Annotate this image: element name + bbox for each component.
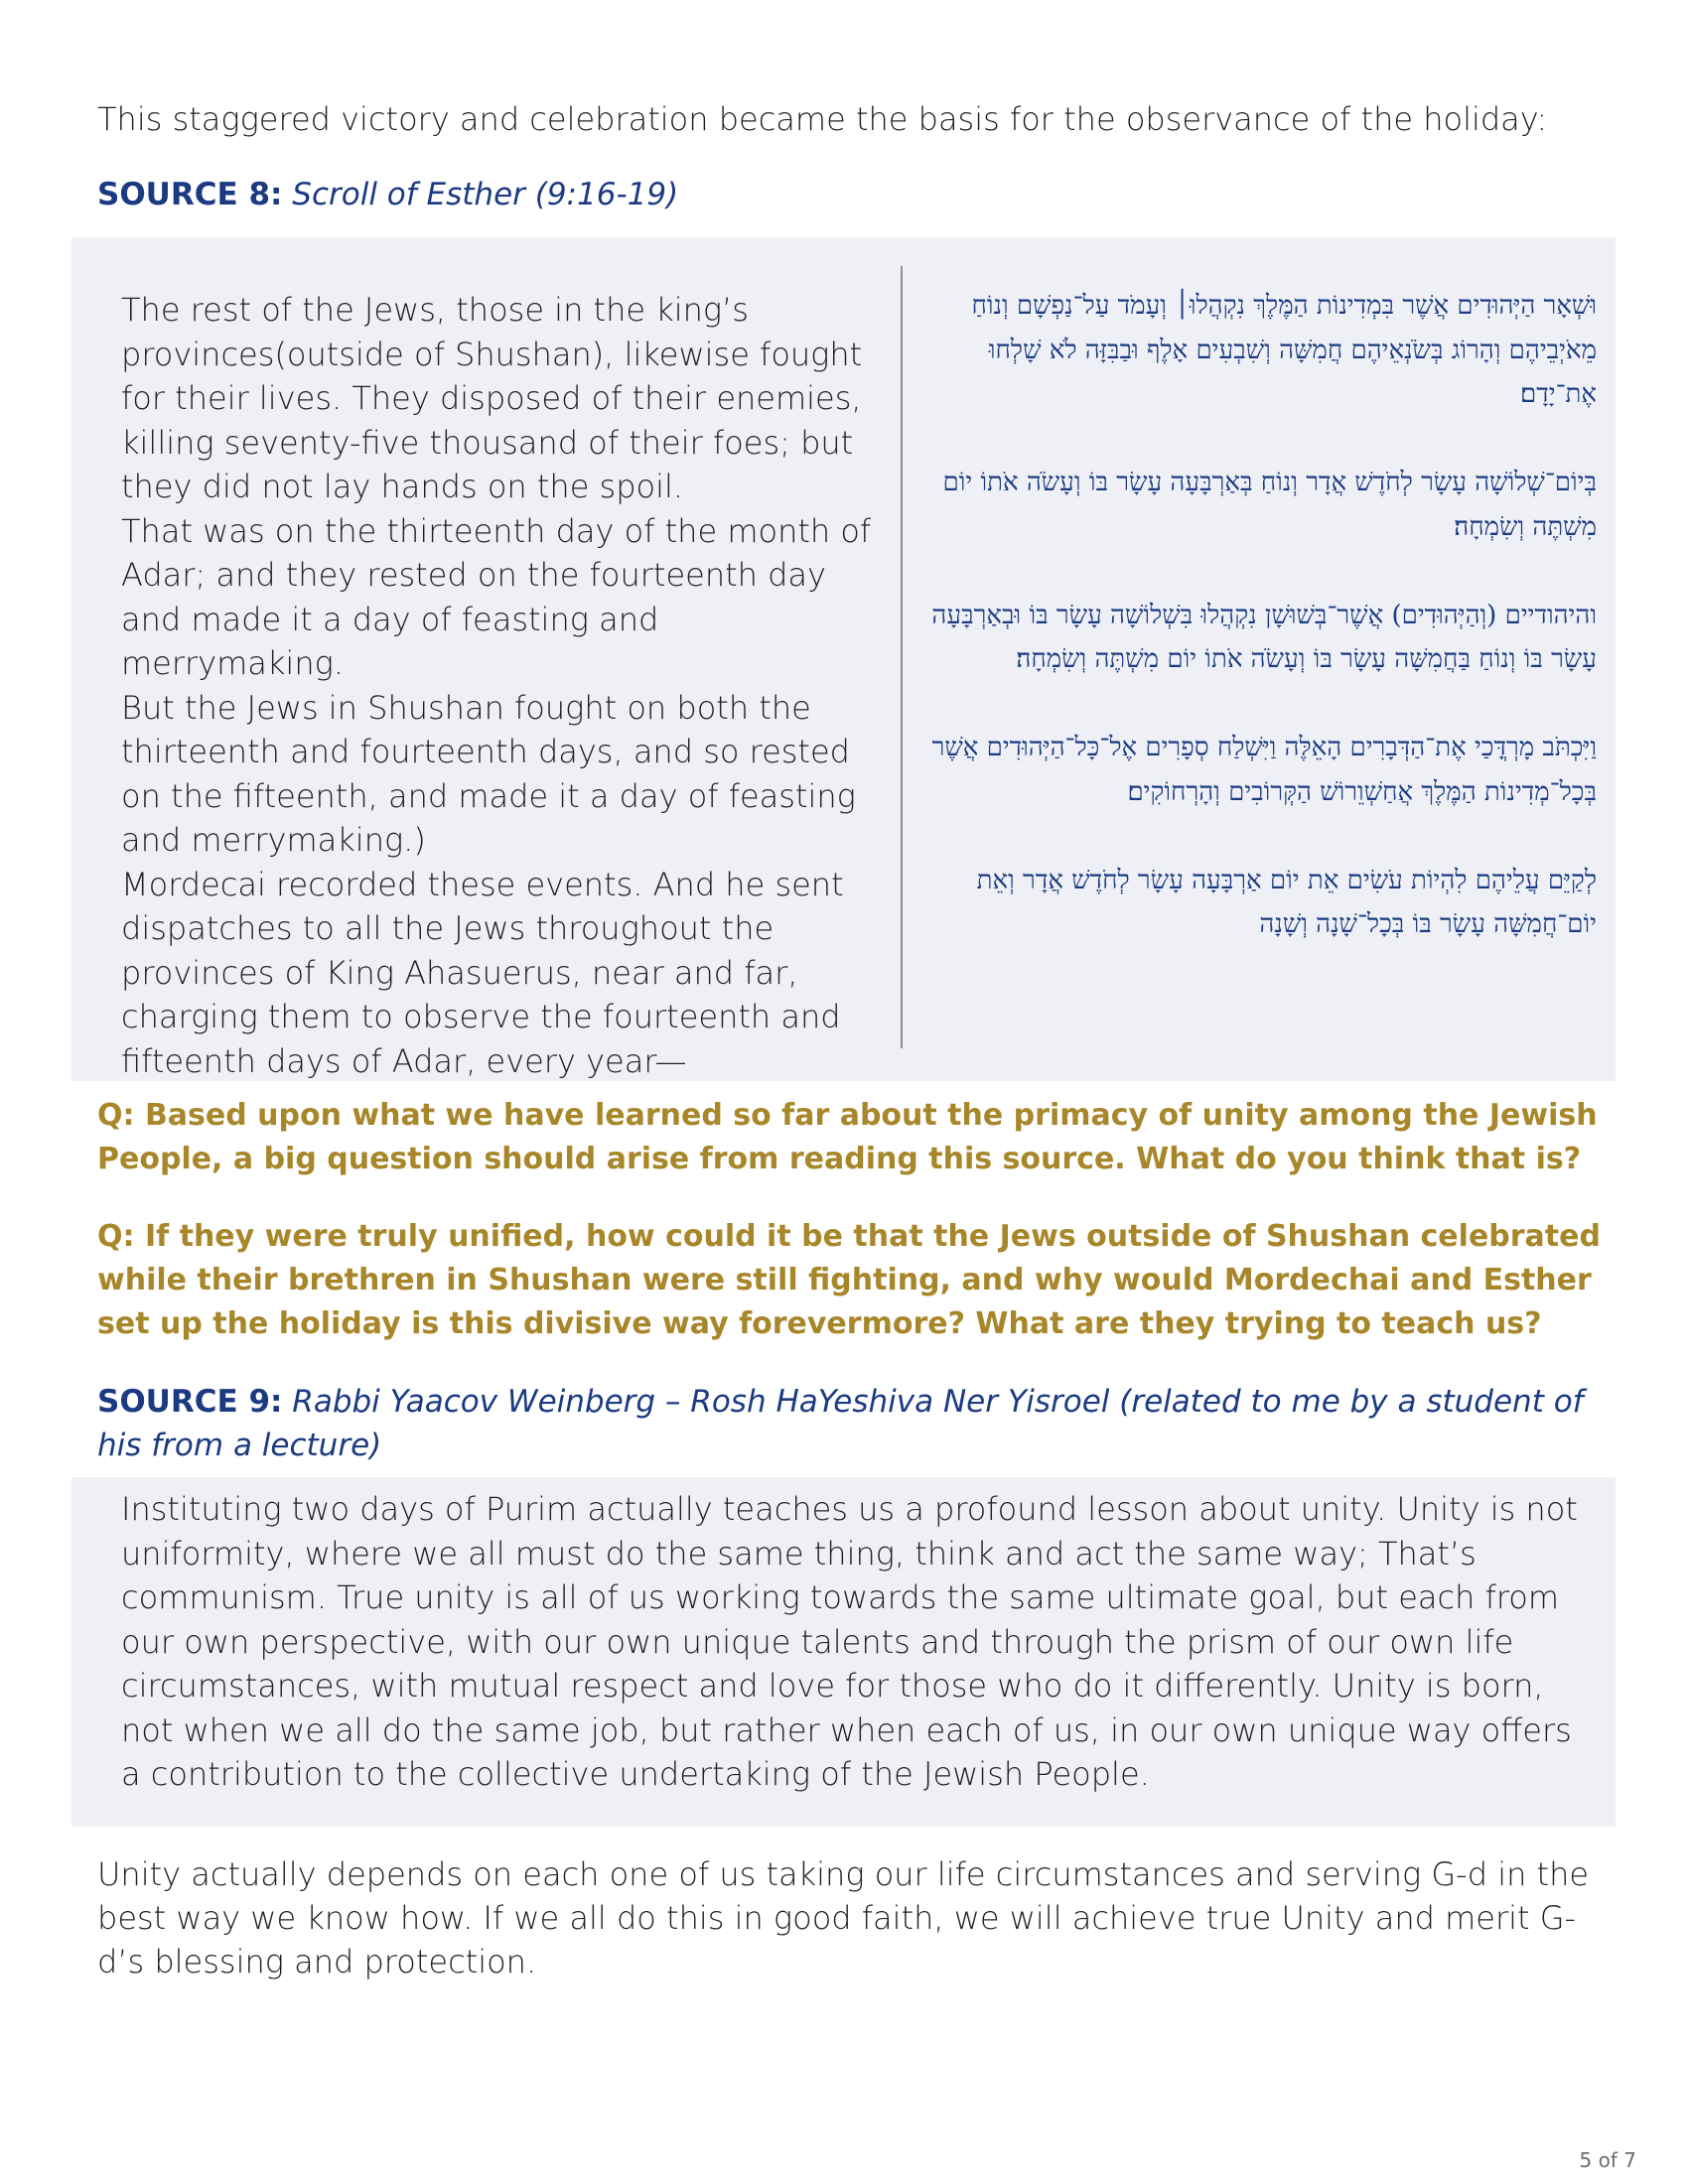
english-verse: Mordecai recorded these events. And he sent dispatches to all the Jews throughout the provinces of King Ahasuerus, near and far, charging them to observe the fourteenth and fifteenth days of Adar, every year—	[121, 865, 844, 1080]
page-number: 5 of 7	[1579, 2148, 1636, 2172]
source-8-heading	[97, 173, 678, 216]
hebrew-verse: וּשְׁאָר הַיְּהוּדִים אֲשֶׁר בִּמְדִינוֹת הַמֶּלֶךְ נִקְהֲלוּ׀ וְעָמֹד עַל־נַפְשָׁם וְנוֹחַ מֵאֹיְבֵיהֶם וְהָרוֹג בְּשֹׂנְאֵיהֶם חֲמִשָּׁה וְשִׁבְעִים אָלֶף וּבַבִּזָּה לֹא שָׁלְחוּ אֶת־יָדָם׃	[971, 291, 1597, 409]
english-verse: That was on the thirteenth day of the month of Adar; and they rested on the fourteenth day and made it a day of feasting and merrymaking.	[121, 511, 872, 682]
hebrew-verse: וַיִּכְתֹּב מָרְדֳּכַי אֶת־הַדְּבָרִים הָאֵלֶּה וַיִּשְׁלַח סְפָרִים אֶל־כָּל־הַיְּהוּדִים אֲשֶׁר בְּכָל־מְדִינוֹת הַמֶּלֶךְ אֲחַשְׁוֵרוֹשׁ הַקְּרוֹבִים וְהָרְחוֹקִים׃	[931, 733, 1597, 807]
english-verse: But the Jews in Shushan fought on both the thirteenth and fourteenth days, and so rested on the fifteenth, and made it a day of feasting and merrymaking.)	[121, 688, 856, 859]
question-2: Q: If they were truly unified, how could it be that the Jews outside of Shushan celebrated while their brethren in Shushan were still fighting, and why would Mordechai and Esther set up the holiday is this divisive way forevermore? What are they trying to teach us?	[97, 1219, 1601, 1341]
source-8-citation: Scroll of Esther (9:16-19)	[292, 177, 679, 212]
hebrew-verse: בְּיוֹם־שְׁלוֹשָׁה עָשָׂר לְחֹדֶשׁ אֲדָר וְנוֹחַ בְּאַרְבָּעָה עָשָׂר בּוֹ וְעָשֹׂה אֹתוֹ יוֹם מִשְׁתֶּה וְשִׂמְחָה׃	[942, 468, 1597, 542]
question-1: Q: Based upon what we have learned so far about the primacy of unity among the Jewish People, a big question should arise from reading this source. What do you think that is?	[97, 1098, 1598, 1176]
source-8-label: SOURCE 8:	[97, 177, 283, 212]
intro-paragraph: This staggered victory and celebration became the basis for the observance of the holiday:	[97, 100, 1548, 138]
source-9-heading	[97, 1380, 1607, 1467]
source-9-body: Instituting two days of Purim actually teaches us a profound lesson about unity. Unity is not uniformity, where we all must do the same thing, think and act the same way; That’s communism. True unity is all of us working towards the same ultimate goal, but each from our own perspective, with our own unique talents and through the prism of our own life circumstances, with mutual respect and love for those who do it differently. Unity is born, not when we all do the same job, but rather when each of us, in our own unique way offers a contribution to the collective undertaking of the Jewish People.	[121, 1490, 1578, 1793]
column-divider	[901, 266, 903, 1048]
source-8-hebrew	[921, 284, 1597, 991]
source-9-label: SOURCE 9:	[97, 1384, 283, 1420]
hebrew-verse: לְקַיֵּם עֲלֵיהֶם לִהְיוֹת עֹשִׂים אֵת יוֹם אַרְבָּעָה עָשָׂר לְחֹדֶשׁ אֲדָר וְאֵת יוֹם־חֲמִשָּׁה עָשָׂר בּוֹ בְּכָל־שָׁנָה וְשָׁנָה	[976, 865, 1597, 939]
closing-paragraph: Unity actually depends on each one of us taking our life circumstances and serving G-d in the best way we know how. If we all do this in good faith, we will achieve true Unity and merit G-d’s blessing and protection.	[97, 1855, 1590, 1980]
source-9-citation: Rabbi Yaacov Weinberg – Rosh HaYeshiva Ner Yisroel (related to me by a student of his from a lecture)	[97, 1384, 1584, 1463]
source-8-english	[121, 288, 876, 1083]
hebrew-verse: והיהודיים (וְהַיְּהוּדִים) אֲשֶׁר־בְּשׁוּשָׁן נִקְהֲלוּ בִּשְׁלוֹשָׁה עָשָׂר בּוֹ וּבְאַרְבָּעָה עָשָׂר בּוֹ וְנוֹחַ בַּחֲמִשָּׁה עָשָׂר בּוֹ וְעָשֹׂה אֹתוֹ יוֹם מִשְׁתֶּה וְשִׂמְחָה׃	[931, 600, 1597, 674]
english-verse: The rest of the Jews, those in the king’s provinces(outside of Shushan), likewise fought for their lives. They disposed of their enemies, killing seventy-five thousand of their foes; but they did not lay hands on the spoil.	[121, 291, 863, 505]
